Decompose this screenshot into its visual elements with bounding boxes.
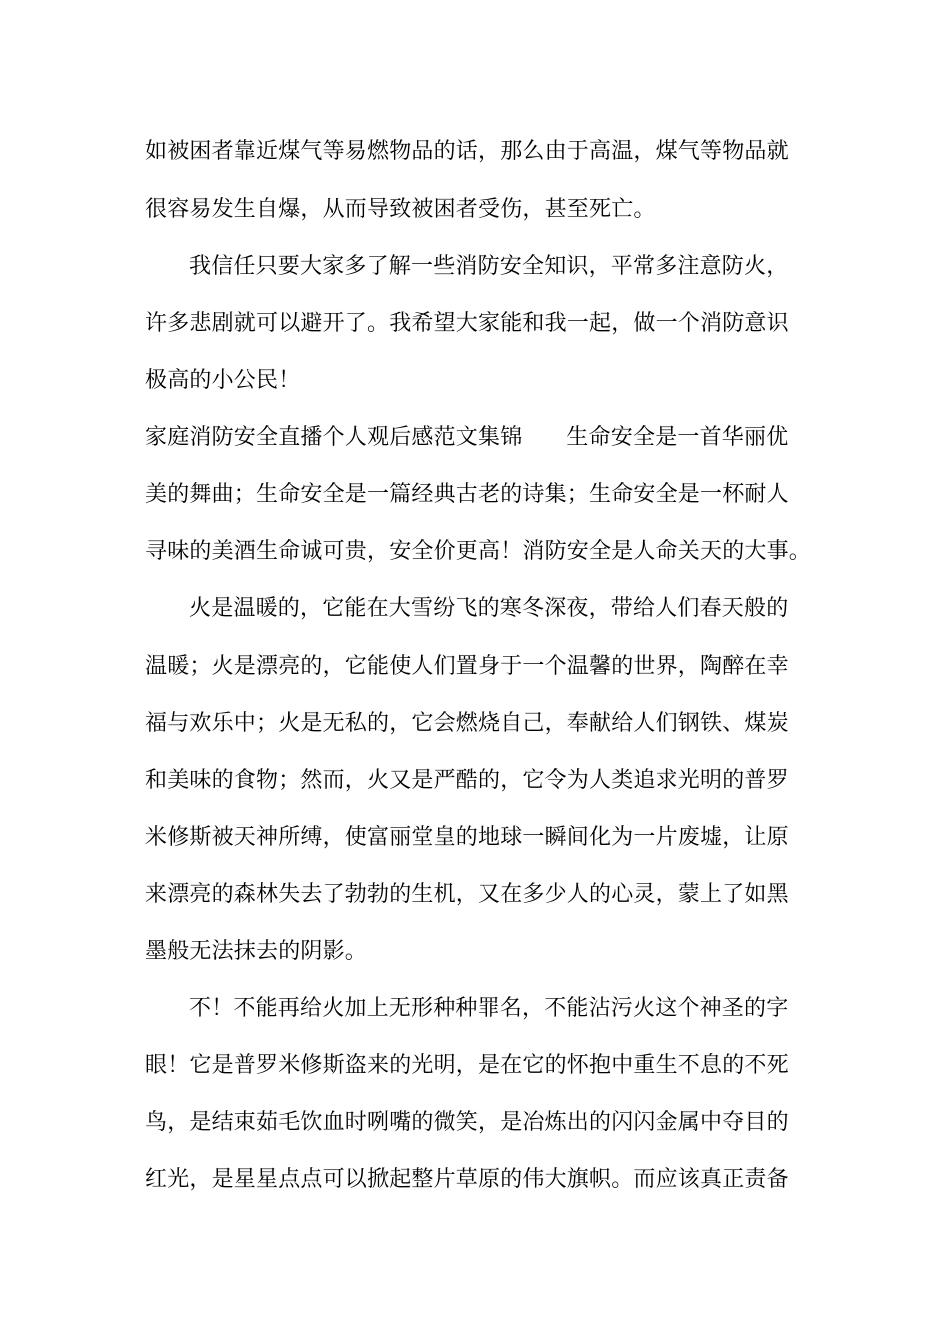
text-line: 鸟，是结束茹毛饮血时咧嘴的微笑，是冶炼出的闪闪金属中夺目的 bbox=[145, 1110, 789, 1135]
section-title: 家庭消防安全直播个人观后感范文集锦 bbox=[145, 425, 523, 450]
text-line: 如被困者靠近煤气等易燃物品的话，那么由于高温，煤气等物品就 bbox=[145, 139, 789, 164]
text-line: 火是温暖的，它能在大雪纷飞的寒冬深夜，带给人们春天般的 bbox=[189, 596, 789, 621]
title-line bbox=[145, 423, 788, 453]
text-line: 墨般无法抹去的阴影。 bbox=[145, 939, 368, 964]
text-line: 许多悲剧就可以避开了。我希望大家能和我一起，做一个消防意识 bbox=[145, 311, 789, 336]
text-line: 不！不能再给火加上无形种种罪名，不能沾污火这个神圣的字 bbox=[189, 996, 789, 1021]
text-line: 极高的小公民！ bbox=[145, 368, 301, 393]
text-line: 美的舞曲；生命安全是一篇经典古老的诗集；生命安全是一杯耐人 bbox=[145, 482, 789, 507]
text-line: 来漂亮的森林失去了勃勃的生机，又在多少人的心灵，蒙上了如黑 bbox=[145, 882, 789, 907]
text-line: 温暖；火是漂亮的，它能使人们置身于一个温馨的世界，陶醉在幸 bbox=[145, 654, 789, 679]
text-line: 和美味的食物；然而，火又是严酷的，它令为人类追求光明的普罗 bbox=[145, 768, 789, 793]
text-line: 我信任只要大家多了解一些消防安全知识，平常多注意防火， bbox=[189, 254, 789, 279]
text-line: 眼！它是普罗米修斯盗来的光明，是在它的怀抱中重生不息的不死 bbox=[145, 1053, 789, 1078]
text-line: 红光，是星星点点可以掀起整片草原的伟大旗帜。而应该真正责备 bbox=[145, 1167, 789, 1192]
text-line: 寻味的美酒生命诚可贵，安全价更高！消防安全是人命关天的大事。 bbox=[145, 539, 812, 564]
text-run: 生命安全是一首华丽优 bbox=[566, 425, 789, 450]
text-line: 很容易发生自爆，从而导致被困者受伤，甚至死亡。 bbox=[145, 197, 656, 222]
text-line: 米修斯被天神所缚，使富丽堂皇的地球一瞬间化为一片废墟，让原 bbox=[145, 825, 789, 850]
text-line: 福与欢乐中；火是无私的，它会燃烧自己，奉献给人们钢铁、煤炭 bbox=[145, 711, 789, 736]
